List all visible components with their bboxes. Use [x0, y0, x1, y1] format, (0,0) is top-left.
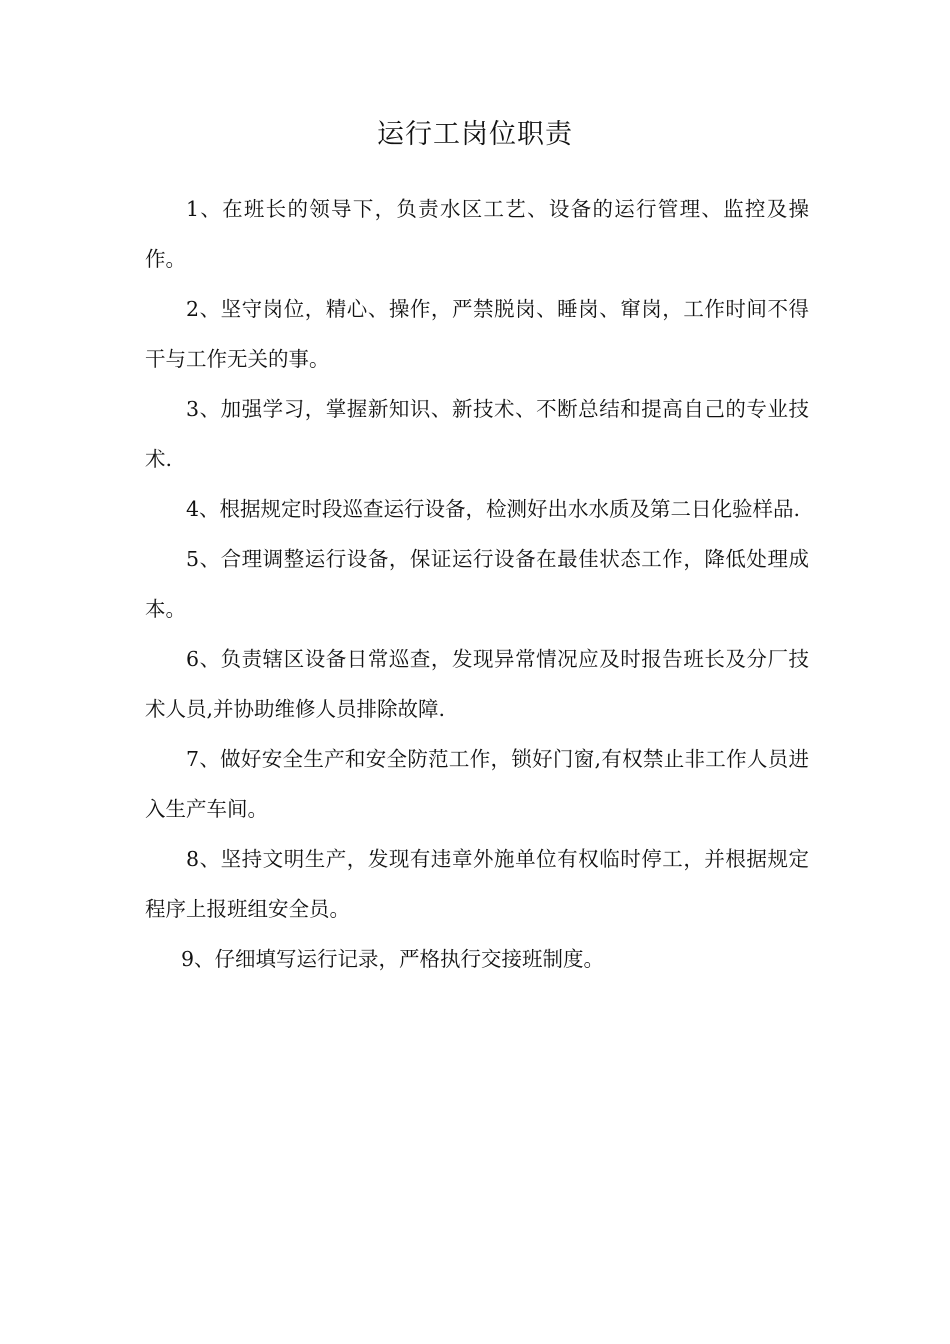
document-title: 运行工岗位职责 — [377, 119, 573, 150]
duty-item-1: 1、在班长的领导下，负责水区工艺、设备的运行管理、监控及操作。 — [145, 197, 809, 271]
duty-item-5: 5、合理调整运行设备，保证运行设备在最佳状态工作，降低处理成本。 — [145, 547, 809, 621]
duty-item-4: 4、根据规定时段巡查运行设备，检测好出水水质及第二日化验样品. — [186, 497, 801, 521]
duty-item-3: 3、加强学习，掌握新知识、新技术、不断总结和提高自己的专业技术. — [145, 397, 809, 471]
document-body — [145, 184, 809, 984]
duty-item-6: 6、负责辖区设备日常巡查，发现异常情况应及时报告班长及分厂技术人员,并协助维修人员排除故障. — [145, 647, 809, 721]
duty-item-8: 8、坚持文明生产，发现有违章外施单位有权临时停工，并根据规定程序上报班组安全员。 — [145, 847, 809, 921]
duty-item-7: 7、做好安全生产和安全防范工作，锁好门窗,有权禁止非工作人员进入生产车间。 — [145, 747, 809, 821]
duty-item-9: 9、仔细填写运行记录，严格执行交接班制度。 — [181, 947, 605, 971]
duty-item-2: 2、坚守岗位，精心、操作，严禁脱岗、睡岗、窜岗，工作时间不得干与工作无关的事。 — [145, 297, 809, 371]
